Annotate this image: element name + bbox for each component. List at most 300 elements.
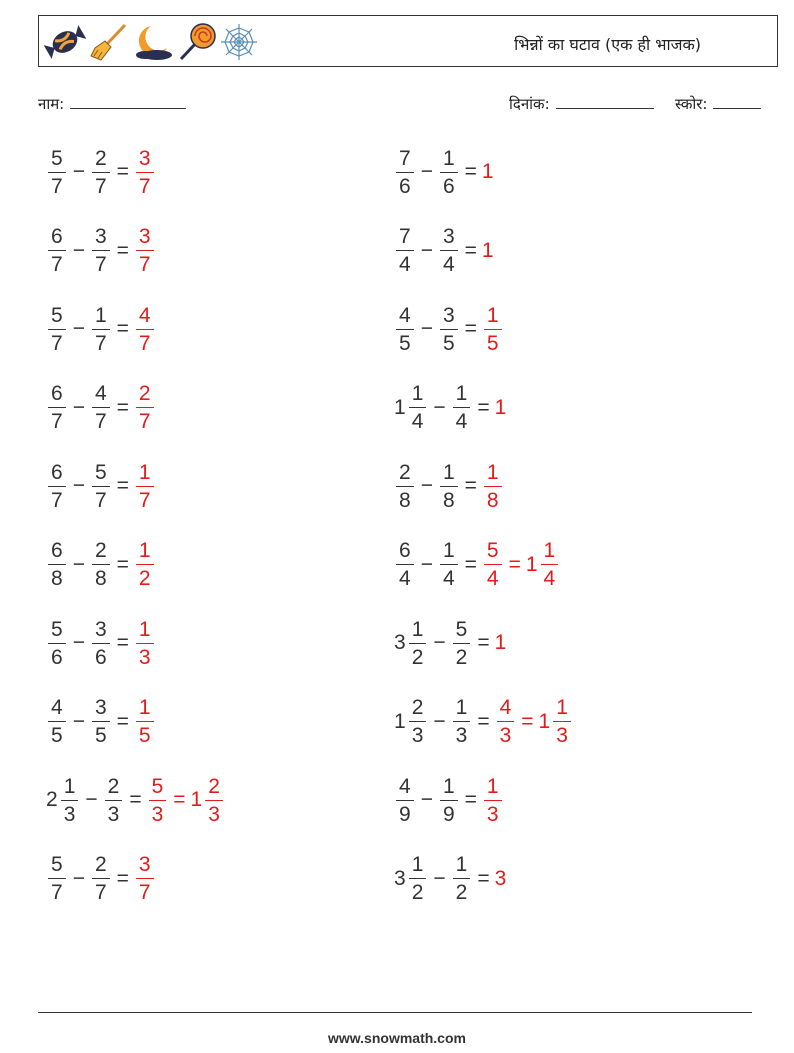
whole-number: 1 (494, 395, 507, 419)
header-box (38, 15, 778, 67)
numerator: 2 (136, 383, 154, 408)
denominator: 3 (151, 802, 164, 826)
minus-sign: − (72, 395, 85, 419)
denominator: 7 (138, 253, 151, 276)
fraction (48, 305, 66, 354)
denominator: 8 (94, 567, 107, 590)
denominator: 8 (51, 567, 63, 590)
denominator: 8 (486, 488, 499, 512)
denominator: 4 (399, 567, 411, 590)
numerator: 1 (453, 854, 471, 879)
fraction (48, 462, 66, 511)
answer (526, 540, 560, 589)
equals-sign: = (116, 160, 129, 183)
denominator: 6 (51, 645, 63, 669)
denominator: 3 (486, 802, 499, 826)
equals-sign: = (116, 709, 129, 733)
equals-sign: = (116, 238, 129, 262)
subtrahend (438, 776, 460, 825)
footer-url: www.snowmath.com (328, 1030, 466, 1046)
subtrahend (438, 148, 460, 197)
minuend (46, 462, 68, 511)
equals-sign: = (116, 552, 129, 576)
minuend (46, 540, 68, 589)
fraction (484, 540, 502, 589)
problem-item (394, 142, 495, 202)
subtrahend (451, 619, 473, 668)
numerator: 6 (396, 540, 414, 565)
denominator: 4 (399, 253, 411, 276)
whole-number: 1 (394, 395, 406, 419)
whole-number: 3 (394, 631, 406, 654)
problem-item (394, 456, 504, 516)
answer (495, 396, 508, 420)
answer (482, 776, 504, 825)
numerator: 6 (48, 383, 66, 408)
fraction (48, 619, 66, 668)
equals-sign: = (116, 631, 129, 654)
equals-sign: = (129, 788, 142, 811)
subtrahend (90, 383, 112, 432)
equals-sign: = (477, 395, 490, 419)
numerator: 5 (48, 854, 66, 879)
denominator: 7 (94, 488, 107, 512)
denominator: 7 (51, 881, 63, 904)
denominator: 5 (138, 724, 151, 747)
minuend (394, 697, 428, 746)
denominator: 3 (208, 802, 220, 826)
minus-sign: − (72, 317, 85, 340)
whole-number: 1 (538, 709, 551, 733)
problem-item (394, 221, 495, 281)
denominator: 7 (138, 410, 151, 433)
equals-sign: = (464, 238, 477, 262)
numerator: 5 (484, 540, 502, 565)
numerator: 6 (48, 226, 66, 251)
numerator: 1 (409, 854, 427, 879)
denominator: 4 (486, 567, 499, 590)
denominator: 2 (455, 881, 468, 904)
numerator: 4 (92, 383, 110, 408)
problem-item (46, 299, 156, 359)
denominator: 7 (138, 174, 151, 198)
denominator: 3 (107, 802, 120, 826)
denominator: 2 (455, 645, 468, 669)
denominator: 7 (94, 331, 107, 355)
minuend (46, 854, 68, 903)
lollipop-icon (177, 22, 217, 62)
numerator: 5 (92, 462, 110, 487)
denominator: 8 (442, 488, 455, 512)
fraction (136, 540, 154, 589)
minus-sign: − (420, 552, 433, 576)
equals-sign: = (116, 395, 129, 419)
numerator: 2 (409, 697, 427, 722)
numerator: 1 (453, 383, 471, 408)
fraction (205, 776, 223, 825)
numerator: 1 (136, 540, 154, 565)
denominator: 7 (51, 331, 63, 355)
fraction (453, 383, 471, 432)
numerator: 1 (136, 619, 154, 644)
denominator: 6 (94, 645, 107, 669)
numerator: 1 (440, 776, 458, 801)
fraction (136, 383, 154, 432)
subtrahend (451, 383, 473, 432)
fraction (92, 383, 110, 432)
denominator: 5 (399, 331, 411, 355)
numerator: 7 (396, 148, 414, 173)
problem-item (394, 770, 504, 830)
minus-sign: − (72, 866, 85, 890)
minus-sign: − (420, 788, 433, 811)
denominator: 3 (411, 724, 424, 747)
denominator: 3 (138, 645, 151, 669)
subtrahend (103, 776, 125, 825)
denominator: 2 (411, 645, 424, 669)
answer (482, 305, 504, 354)
numerator: 2 (92, 148, 110, 173)
minuend (46, 619, 68, 668)
answer (482, 239, 495, 263)
equals-sign: = (464, 552, 477, 576)
minuend (394, 305, 416, 354)
numerator: 5 (149, 776, 167, 801)
fraction (453, 619, 471, 668)
fraction (396, 540, 414, 589)
answer (134, 540, 156, 589)
numerator: 1 (409, 383, 427, 408)
minuend (394, 148, 416, 197)
denominator: 7 (51, 488, 63, 512)
minus-sign: − (433, 709, 446, 733)
numerator: 2 (105, 776, 123, 801)
whole-number: 3 (394, 866, 406, 890)
spiderweb-icon (219, 22, 259, 62)
numerator: 3 (92, 697, 110, 722)
subtrahend (451, 697, 473, 746)
answer (495, 697, 517, 746)
fraction (105, 776, 123, 825)
minus-sign: − (420, 317, 433, 340)
fraction (136, 226, 154, 275)
numerator: 5 (48, 148, 66, 173)
minus-sign: − (72, 160, 85, 183)
minuend (46, 697, 68, 746)
subtrahend (90, 854, 112, 903)
whole-number: 1 (525, 552, 538, 576)
denominator: 7 (51, 410, 63, 433)
minuend (46, 148, 68, 197)
numerator: 6 (48, 462, 66, 487)
answer (134, 697, 156, 746)
answer-equals-sign: = (521, 709, 534, 733)
denominator: 7 (138, 331, 151, 355)
denominator: 9 (442, 802, 455, 826)
numerator: 7 (396, 226, 414, 251)
denominator: 4 (442, 567, 455, 590)
fraction (48, 383, 66, 432)
fraction (149, 776, 167, 825)
minuend (394, 462, 416, 511)
fraction (396, 776, 414, 825)
name-blank (70, 94, 186, 109)
score-label: स्कोर: (675, 95, 708, 113)
problem-item (46, 692, 156, 752)
subtrahend (438, 540, 460, 589)
icon-strip (43, 20, 259, 64)
minus-sign: − (72, 631, 85, 654)
numerator: 1 (541, 540, 559, 565)
subtrahend (438, 462, 460, 511)
minuend (394, 619, 428, 668)
numerator: 3 (136, 226, 154, 251)
numerator: 3 (440, 305, 458, 330)
numerator: 1 (136, 462, 154, 487)
whole-number: 2 (46, 788, 58, 811)
denominator: 2 (138, 567, 151, 590)
whole-number: 1 (190, 788, 203, 811)
fraction (453, 697, 471, 746)
fraction (92, 854, 110, 903)
score-field (675, 94, 761, 114)
denominator: 6 (399, 174, 411, 198)
minus-sign: − (433, 395, 446, 419)
numerator: 1 (440, 462, 458, 487)
numerator: 3 (92, 226, 110, 251)
fraction (484, 776, 502, 825)
problem-item (394, 849, 507, 909)
fraction (484, 462, 502, 511)
fraction (497, 697, 515, 746)
denominator: 3 (556, 724, 568, 747)
numerator: 1 (136, 697, 154, 722)
answer (495, 631, 508, 655)
fraction (396, 462, 414, 511)
fraction (136, 697, 154, 746)
answer (191, 776, 225, 825)
minuend (46, 776, 80, 825)
minus-sign: − (420, 160, 433, 183)
fraction (440, 305, 458, 354)
date-blank (556, 94, 654, 109)
numerator: 2 (396, 462, 414, 487)
subtrahend (451, 854, 473, 903)
minuend (46, 383, 68, 432)
problem-item (46, 770, 225, 830)
denominator: 5 (442, 331, 455, 355)
fraction (48, 697, 66, 746)
numerator: 3 (136, 148, 154, 173)
answer (482, 160, 495, 184)
answer (134, 383, 156, 432)
fraction (453, 854, 471, 903)
whole-number: 1 (481, 160, 494, 183)
answer-equals-sign: = (508, 552, 521, 576)
whole-number: 1 (394, 709, 406, 733)
subtrahend (90, 305, 112, 354)
equals-sign: = (116, 474, 129, 497)
denominator: 3 (499, 724, 512, 747)
denominator: 7 (94, 253, 107, 276)
answer (134, 462, 156, 511)
equals-sign: = (116, 866, 129, 890)
fraction (92, 305, 110, 354)
answer (134, 305, 156, 354)
minuend (394, 540, 416, 589)
minus-sign: − (420, 238, 433, 262)
fraction (440, 540, 458, 589)
subtrahend (90, 619, 112, 668)
problem-item (394, 535, 560, 595)
problem-item (46, 535, 156, 595)
answer (134, 148, 156, 197)
minus-sign: − (72, 238, 85, 262)
subtrahend (90, 697, 112, 746)
denominator: 8 (399, 488, 411, 512)
numerator: 1 (440, 540, 458, 565)
answer (134, 619, 156, 668)
numerator: 1 (553, 697, 571, 722)
minus-sign: − (420, 474, 433, 497)
denominator: 4 (442, 253, 455, 276)
date-label: दिनांक: (509, 95, 550, 113)
numerator: 4 (396, 305, 414, 330)
minuend (46, 226, 68, 275)
fraction (92, 619, 110, 668)
problem-item (46, 142, 156, 202)
minuend (394, 776, 416, 825)
denominator: 5 (94, 724, 107, 747)
denominator: 6 (442, 174, 455, 198)
fraction (48, 226, 66, 275)
denominator: 2 (411, 881, 424, 904)
name-field (38, 94, 186, 114)
fraction (440, 226, 458, 275)
fraction (92, 697, 110, 746)
answer (147, 776, 169, 825)
fraction (541, 540, 559, 589)
subtrahend (90, 540, 112, 589)
subtrahend (90, 462, 112, 511)
minus-sign: − (72, 709, 85, 733)
equals-sign: = (477, 631, 490, 654)
numerator: 1 (453, 697, 471, 722)
subtrahend (90, 226, 112, 275)
denominator: 4 (543, 567, 556, 590)
minuend (394, 383, 428, 432)
denominator: 7 (138, 488, 151, 512)
numerator: 4 (48, 697, 66, 722)
problem-item (394, 692, 573, 752)
answer (495, 867, 508, 891)
fraction (409, 619, 427, 668)
fraction (440, 776, 458, 825)
fraction (396, 305, 414, 354)
fraction (48, 854, 66, 903)
minus-sign: − (72, 474, 85, 497)
numerator: 5 (453, 619, 471, 644)
problem-item (46, 849, 156, 909)
problem-item (394, 299, 504, 359)
problem-item (394, 613, 507, 673)
numerator: 1 (61, 776, 79, 801)
whole-number: 1 (494, 631, 507, 654)
fraction (396, 226, 414, 275)
denominator: 9 (399, 802, 411, 826)
fraction (409, 697, 427, 746)
answer (134, 226, 156, 275)
numerator: 6 (48, 540, 66, 565)
numerator: 1 (409, 619, 427, 644)
minus-sign: − (433, 631, 446, 654)
fraction (409, 854, 427, 903)
equals-sign: = (464, 160, 477, 183)
fraction (136, 148, 154, 197)
numerator: 2 (92, 854, 110, 879)
equals-sign: = (464, 474, 477, 497)
fraction (409, 383, 427, 432)
fraction (136, 305, 154, 354)
answer-equals-sign: = (173, 788, 186, 811)
minus-sign: − (85, 788, 98, 811)
denominator: 7 (51, 174, 63, 198)
minus-sign: − (72, 552, 85, 576)
minuend (394, 854, 428, 903)
numerator: 4 (136, 305, 154, 330)
numerator: 1 (484, 462, 502, 487)
equals-sign: = (477, 709, 490, 733)
fraction (92, 226, 110, 275)
fraction (92, 540, 110, 589)
equals-sign: = (464, 788, 477, 811)
fraction (61, 776, 79, 825)
broom-icon (89, 22, 129, 62)
numerator: 4 (497, 697, 515, 722)
name-label: नाम: (38, 95, 65, 113)
fraction (136, 619, 154, 668)
denominator: 5 (486, 331, 499, 355)
answer (482, 462, 504, 511)
denominator: 5 (51, 724, 63, 747)
minuend (46, 305, 68, 354)
problem-item (46, 613, 156, 673)
denominator: 7 (94, 174, 107, 198)
numerator: 1 (92, 305, 110, 330)
fraction (48, 540, 66, 589)
equals-sign: = (477, 866, 490, 890)
problem-item (394, 378, 507, 438)
numerator: 5 (48, 619, 66, 644)
numerator: 2 (92, 540, 110, 565)
fraction (136, 854, 154, 903)
score-blank (713, 94, 761, 109)
denominator: 7 (94, 410, 107, 433)
problem-item (46, 221, 156, 281)
candy-icon (43, 22, 87, 62)
equals-sign: = (464, 317, 477, 340)
worksheet-title: भिन्नों का घटाव (एक ही भाजक) (514, 35, 701, 54)
subtrahend (438, 226, 460, 275)
subtrahend (438, 305, 460, 354)
fraction (440, 462, 458, 511)
date-field (509, 94, 654, 114)
denominator: 7 (51, 253, 63, 276)
numerator: 4 (396, 776, 414, 801)
fraction (92, 148, 110, 197)
numerator: 3 (440, 226, 458, 251)
numerator: 2 (205, 776, 223, 801)
